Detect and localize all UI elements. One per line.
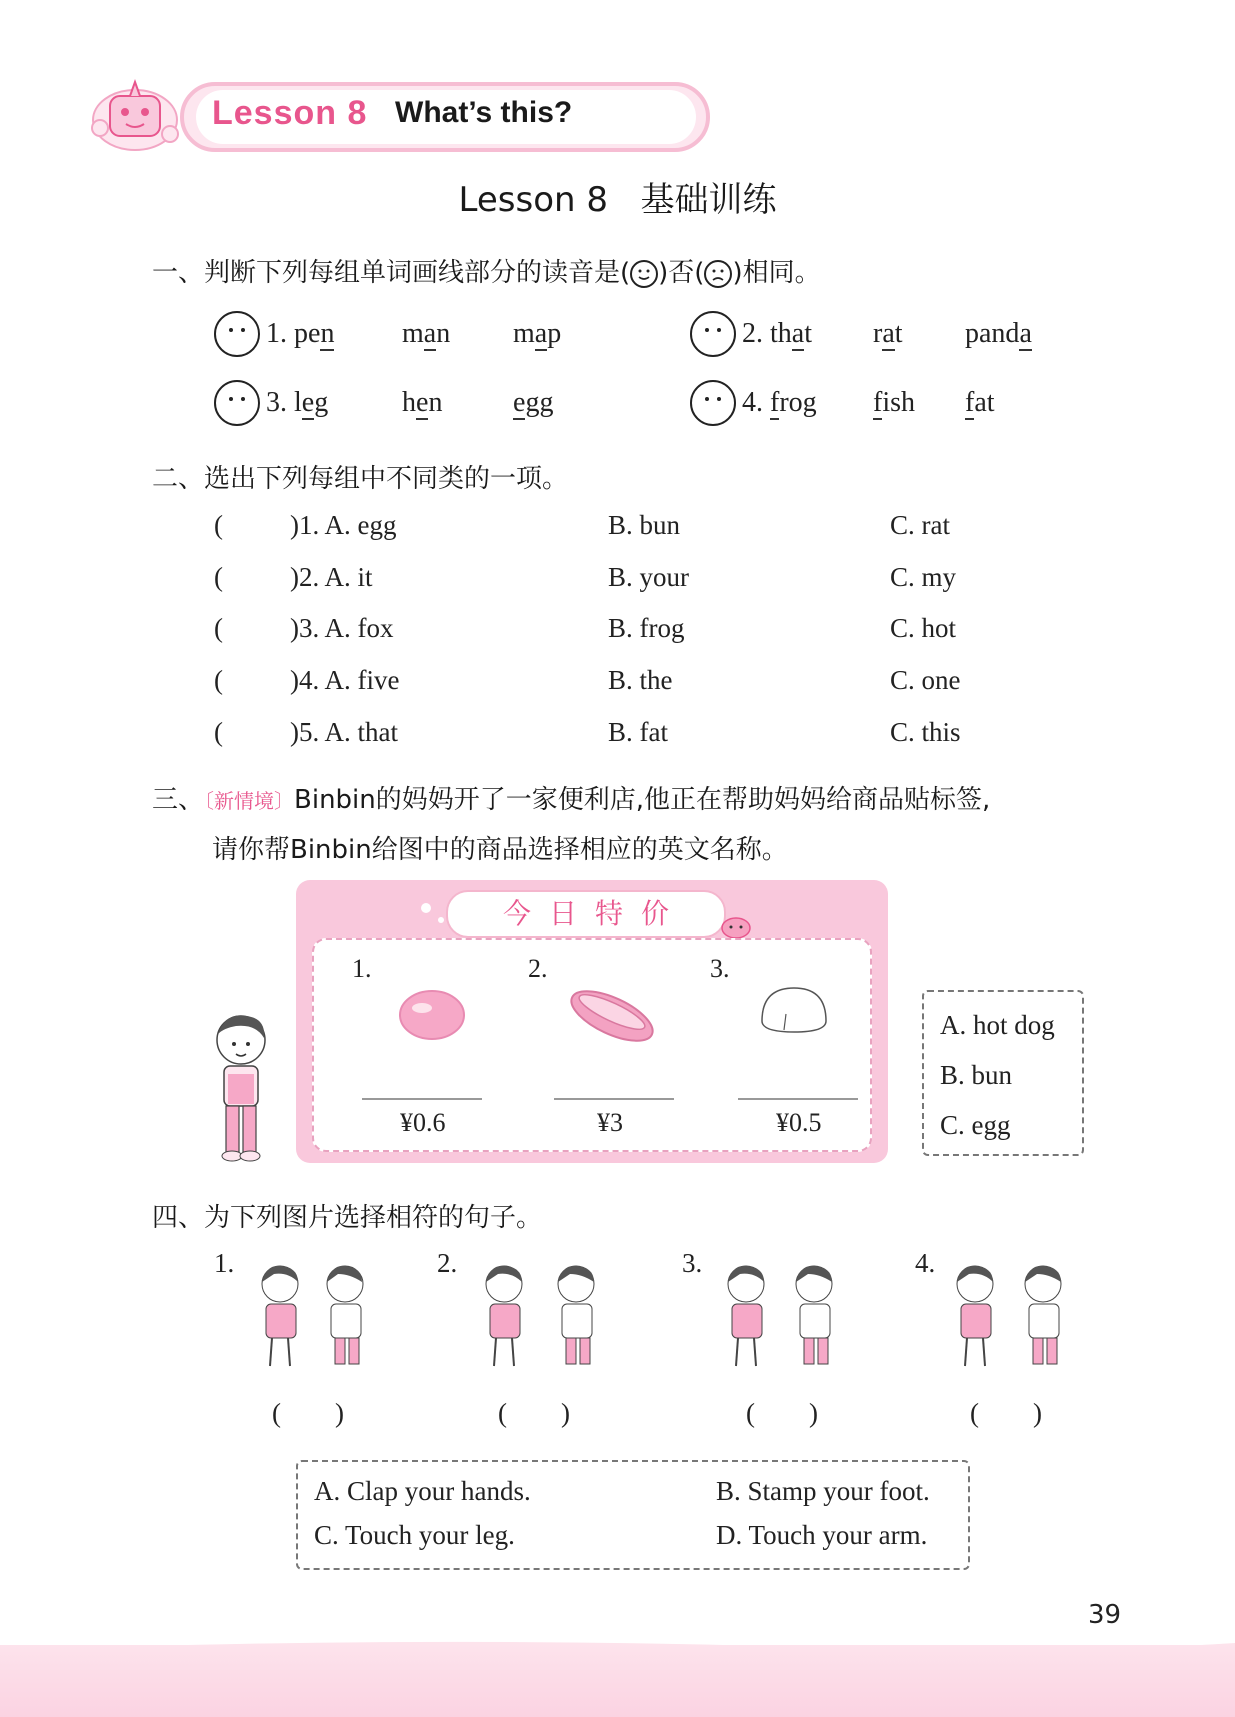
s2-item4-c: C. one xyxy=(890,665,961,695)
picture-2-num: 2. xyxy=(437,1248,458,1278)
answer-blank[interactable]: ( ) xyxy=(498,1398,570,1428)
options-box xyxy=(922,990,1084,1156)
answer-face[interactable] xyxy=(214,380,260,426)
answer-blank[interactable]: ( xyxy=(214,510,223,540)
s2-item2-c: C. my xyxy=(890,562,957,592)
footer-band xyxy=(0,1645,1235,1717)
picture-4-num: 4. xyxy=(915,1248,936,1278)
s1-item2-word1: 2. that xyxy=(742,318,812,349)
s2-item5-c: C. this xyxy=(890,717,961,747)
sentences-box xyxy=(296,1460,970,1570)
shop-inner xyxy=(312,938,872,1152)
s2-item5-b: B. fat xyxy=(608,717,668,747)
section1-heading-part-b: )否( xyxy=(658,258,705,288)
lesson-label: Lesson 8 xyxy=(212,94,368,132)
answer-blank[interactable]: ( ) xyxy=(272,1398,344,1428)
sentence-b: B. Stamp your foot. xyxy=(716,1476,930,1506)
sentence-d: D. Touch your arm. xyxy=(716,1520,928,1550)
product-1-price: ¥0.6 xyxy=(400,1108,446,1137)
kids-touch-leg-icon xyxy=(472,1262,612,1372)
section3-heading: 三、〔新情境〕Binbin的妈妈开了一家便利店,他正在帮助妈妈给商品贴标签, xyxy=(152,785,991,815)
option-a: A. hot dog xyxy=(940,1010,1055,1040)
sentence-a: A. Clap your hands. xyxy=(314,1476,531,1506)
kids-touch-arm-icon xyxy=(945,1262,1075,1372)
shop-panel xyxy=(296,880,888,1163)
s2-item4-b: B. the xyxy=(608,665,673,695)
answer-line[interactable] xyxy=(362,1098,482,1100)
option-c: C. egg xyxy=(940,1110,1011,1140)
kids-clap-hands-icon xyxy=(716,1262,846,1372)
bun-icon[interactable] xyxy=(754,976,834,1046)
s1-item3-word2: hen xyxy=(402,387,443,418)
s1-item4-word1: 4. frog xyxy=(742,387,817,418)
s1-item3-word3: egg xyxy=(513,387,554,418)
product-2-num: 2. xyxy=(528,954,548,983)
lesson-banner xyxy=(80,78,635,152)
option-b: B. bun xyxy=(940,1060,1013,1090)
section1-heading xyxy=(152,252,821,289)
lesson-title: What’s this? xyxy=(395,96,573,129)
s1-item2-word2: rat xyxy=(873,318,903,349)
section3-subheading: 请你帮Binbin给图中的商品选择相应的英文名称。 xyxy=(212,835,788,865)
answer-blank[interactable]: ( ) xyxy=(970,1398,1042,1428)
answer-line[interactable] xyxy=(554,1098,674,1100)
s1-item4-word2: fish xyxy=(873,387,916,418)
page-title: Lesson 8 基础训练 xyxy=(458,180,777,220)
answer-blank[interactable]: ( xyxy=(214,562,223,592)
mascot-icon xyxy=(80,68,190,158)
section4-heading: 四、为下列图片选择相符的句子。 xyxy=(152,1203,543,1233)
section2-heading: 二、选出下列每组中不同类的一项。 xyxy=(152,464,569,494)
section1-heading-part-a: 一、判断下列每组单词画线部分的读音是( xyxy=(152,258,631,288)
answer-blank[interactable]: ( ) xyxy=(746,1398,818,1428)
product-3-num: 3. xyxy=(710,954,730,983)
page-number: 39 xyxy=(1088,1600,1122,1630)
s1-item2-word3: panda xyxy=(965,318,1032,349)
product-2-price: ¥3 xyxy=(597,1108,623,1137)
s2-item3-b: B. frog xyxy=(608,613,685,643)
answer-blank[interactable]: ( xyxy=(214,613,223,643)
s1-item4-word3: fat xyxy=(965,387,995,418)
tomato-icon xyxy=(718,910,758,940)
answer-blank[interactable]: ( xyxy=(214,717,223,747)
answer-blank[interactable]: ( xyxy=(214,665,223,695)
s2-item1-c: C. rat xyxy=(890,510,950,540)
section1-heading-part-c: )相同。 xyxy=(732,258,821,288)
answer-face[interactable] xyxy=(214,311,260,357)
picture-1-num: 1. xyxy=(214,1248,235,1278)
answer-face[interactable] xyxy=(690,380,736,426)
new-context-tag: 〔新情境〕 xyxy=(204,789,295,813)
answer-line[interactable] xyxy=(738,1098,858,1100)
s2-item4-a: )4. A. five xyxy=(290,665,400,695)
picture-3-num: 3. xyxy=(682,1248,703,1278)
s2-item2-b: B. your xyxy=(608,562,689,592)
smile-icon xyxy=(630,260,658,288)
s2-item1-b: B. bun xyxy=(608,510,681,540)
s2-item5-a: )5. A. that xyxy=(290,717,398,747)
shop-title: 今日特价 xyxy=(446,890,726,938)
s2-item2-a: )2. A. it xyxy=(290,562,373,592)
egg-icon[interactable] xyxy=(392,980,472,1050)
s1-item1-word1: 1. pen xyxy=(266,318,335,349)
sentence-c: C. Touch your leg. xyxy=(314,1520,515,1550)
s1-item1-word2: man xyxy=(402,318,451,349)
s1-item3-word1: 3. leg xyxy=(266,387,329,418)
answer-face[interactable] xyxy=(690,311,736,357)
s2-item1-a: )1. A. egg xyxy=(290,510,397,540)
s2-item3-c: C. hot xyxy=(890,613,957,643)
kids-stamp-foot-icon xyxy=(250,1262,380,1372)
sad-icon xyxy=(704,260,732,288)
s2-item3-a: )3. A. fox xyxy=(290,613,394,643)
product-3-price: ¥0.5 xyxy=(776,1108,822,1137)
boy-illustration-icon xyxy=(206,1010,276,1165)
dots-decoration-icon xyxy=(416,898,476,938)
hot-dog-icon[interactable] xyxy=(562,974,662,1054)
product-1-num: 1. xyxy=(352,954,372,983)
s1-item1-word3: map xyxy=(513,318,562,349)
